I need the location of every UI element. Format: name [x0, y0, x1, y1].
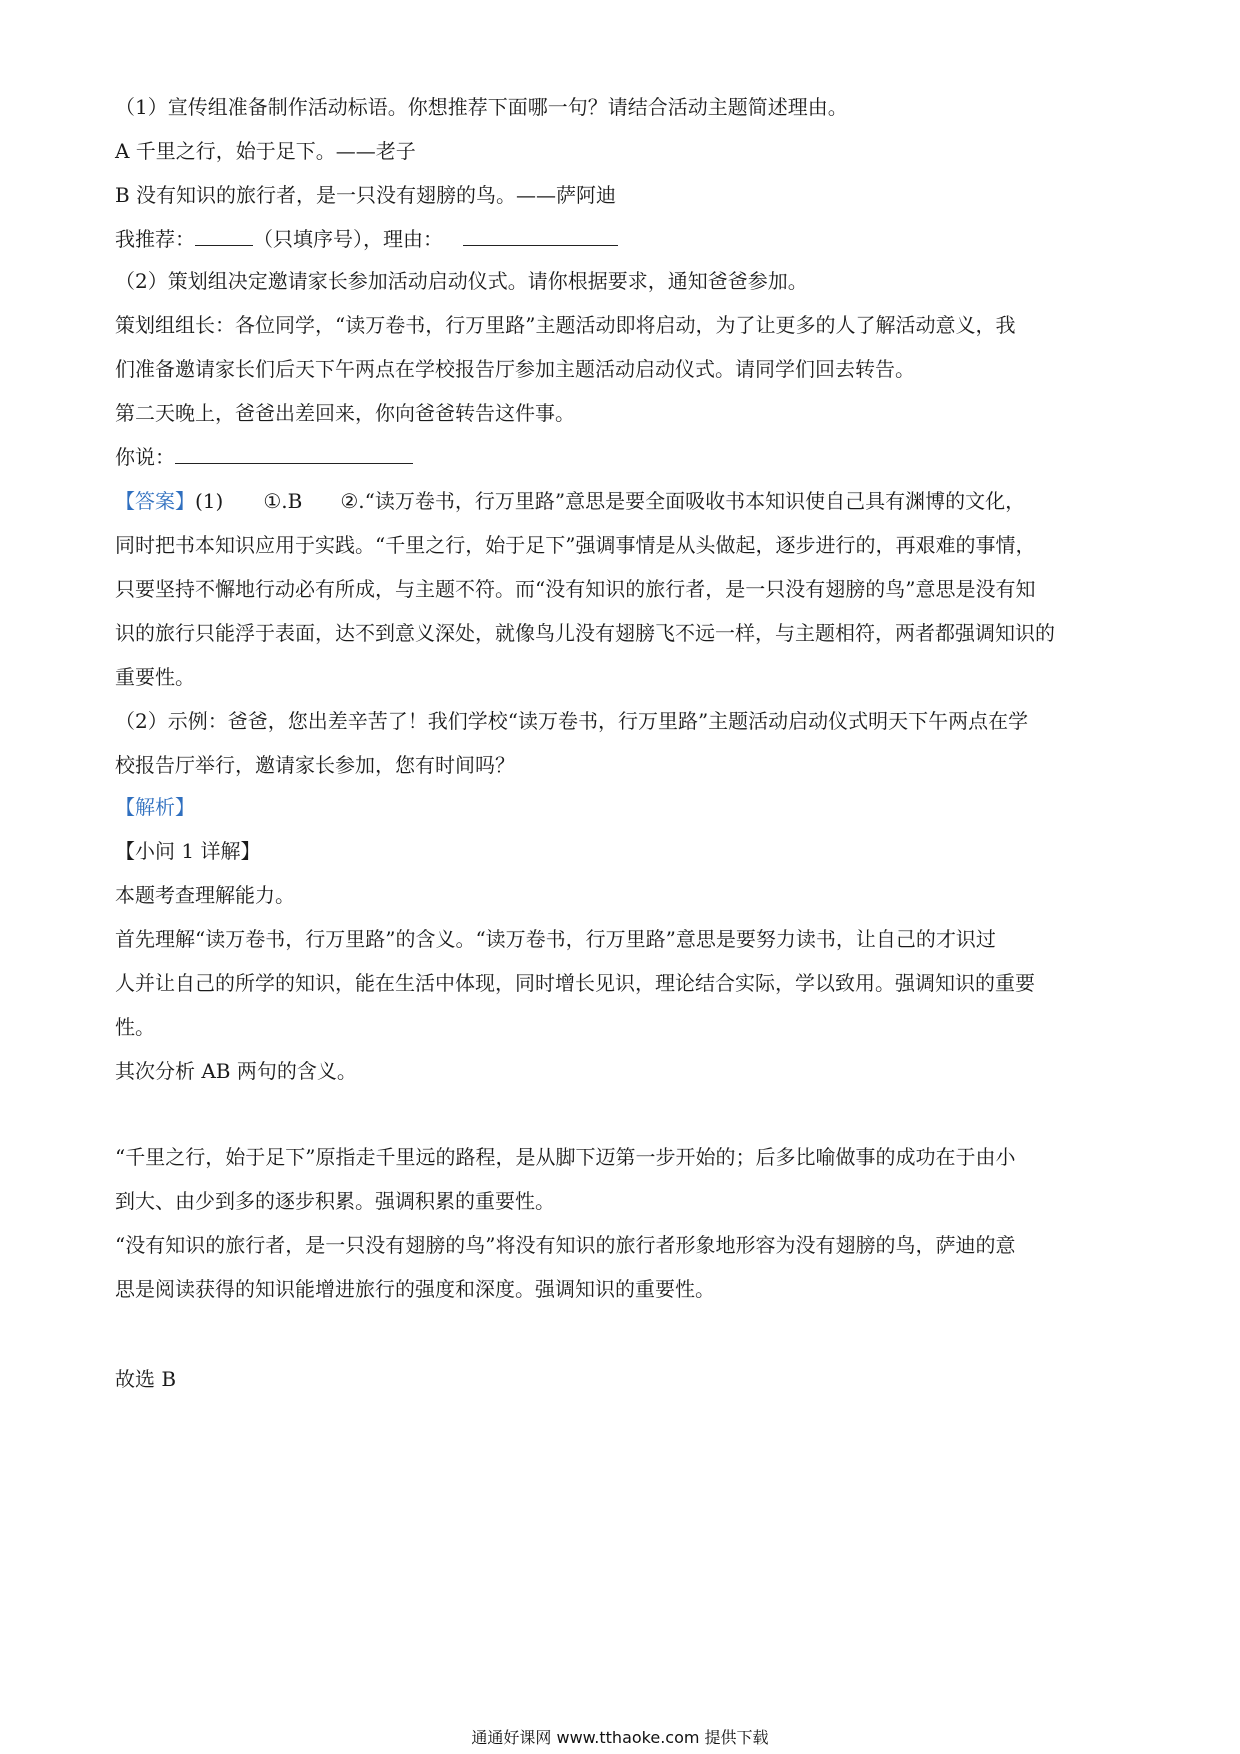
analysis-conclusion: 故选 B [115, 1367, 177, 1391]
you-say-line [115, 442, 1125, 472]
answer-blank-letter[interactable] [195, 225, 253, 246]
answer-blank-reason[interactable] [463, 225, 618, 246]
answer-part1-label: (1) [195, 489, 224, 513]
analysis-sub-heading: 【小问 1 详解】 [115, 839, 261, 863]
answer-part-2-line-1: （2）示例：爸爸，您出差辛苦了！我们学校“读万卷书，行万里路”主题活动启动仪式明天下午两点在学 [115, 709, 1029, 733]
analysis-line-6: “千里之行，始于足下”原指走千里远的路程，是从脚下迈第一步开始的；后多比喻做事的成功在于由小 [115, 1145, 1016, 1169]
analysis-tag: 【解析】 [115, 795, 195, 819]
answer-line-1 [115, 486, 1125, 516]
answer-item-1: ①.B [263, 489, 303, 513]
leader-text-line-1: 策划组组长：各位同学，“读万卷书，行万里路”主题活动即将启动，为了让更多的人了解活动意义，我 [115, 313, 1016, 337]
analysis-line-4: 性。 [115, 1015, 155, 1039]
analysis-line-5: 其次分析 AB 两句的含义。 [115, 1059, 357, 1083]
option-b: B 没有知识的旅行者，是一只没有翅膀的鸟。——萨阿迪 [115, 183, 617, 207]
recommend-prefix: 我推荐： [115, 227, 195, 251]
analysis-line-2: 首先理解“读万卷书，行万里路”的含义。“读万卷书，行万里路”意思是要努力读书，让自己的才识过 [115, 927, 996, 951]
analysis-line-3: 人并让自己的所学的知识，能在生活中体现，同时增长见识，理论结合实际，学以致用。强调知识的重要 [115, 971, 1035, 995]
next-day-text: 第二天晚上，爸爸出差回来，你向爸爸转告这件事。 [115, 401, 575, 425]
answer-line-4: 识的旅行只能浮于表面，达不到意义深处，就像鸟儿没有翅膀飞不远一样，与主题相符，两者都强调知识的 [115, 621, 1055, 645]
analysis-line-7: 到大、由少到多的逐步积累。强调积累的重要性。 [115, 1189, 555, 1213]
answer-tag: 【答案】 [115, 489, 195, 513]
analysis-line-1: 本题考查理解能力。 [115, 883, 295, 907]
answer-line-3: 只要坚持不懈地行动必有所成，与主题不符。而“没有知识的旅行者，是一只没有翅膀的鸟”意思是没有知 [115, 577, 1036, 601]
option-a: A 千里之行，始于足下。——老子 [115, 139, 416, 163]
analysis-line-8: “没有知识的旅行者，是一只没有翅膀的鸟”将没有知识的旅行者形象地形容为没有翅膀的鸟，萨迪的意 [115, 1233, 1016, 1257]
answer-blank-you-say[interactable] [175, 443, 413, 464]
answer-item-2: ②.“读万卷书，行万里路”意思是要全面吸收书本知识使自己具有渊博的文化， [340, 489, 1026, 513]
analysis-line-9: 思是阅读获得的知识能增进旅行的强度和深度。强调知识的重要性。 [115, 1277, 715, 1301]
answer-part-2-line-2: 校报告厅举行，邀请家长参加，您有时间吗？ [115, 753, 515, 777]
leader-text-line-2: 们准备邀请家长们后天下午两点在学校报告厅参加主题活动启动仪式。请同学们回去转告。 [115, 357, 915, 381]
answer-line-5: 重要性。 [115, 665, 195, 689]
recommend-mid: （只填序号），理由： [253, 227, 443, 251]
you-say-label: 你说： [115, 445, 175, 469]
recommend-line [115, 224, 1125, 254]
question-2-prompt: （2）策划组决定邀请家长参加活动启动仪式。请你根据要求，通知爸爸参加。 [115, 269, 808, 293]
question-1-prompt: （1）宣传组准备制作活动标语。你想推荐下面哪一句？请结合活动主题简述理由。 [115, 95, 848, 119]
page-footer: 通通好课网 www.tthaoke.com 提供下载 [471, 1728, 769, 1747]
answer-line-2: 同时把书本知识应用于实践。“千里之行，始于足下”强调事情是从头做起，逐步进行的，再艰难的事情， [115, 533, 1036, 557]
